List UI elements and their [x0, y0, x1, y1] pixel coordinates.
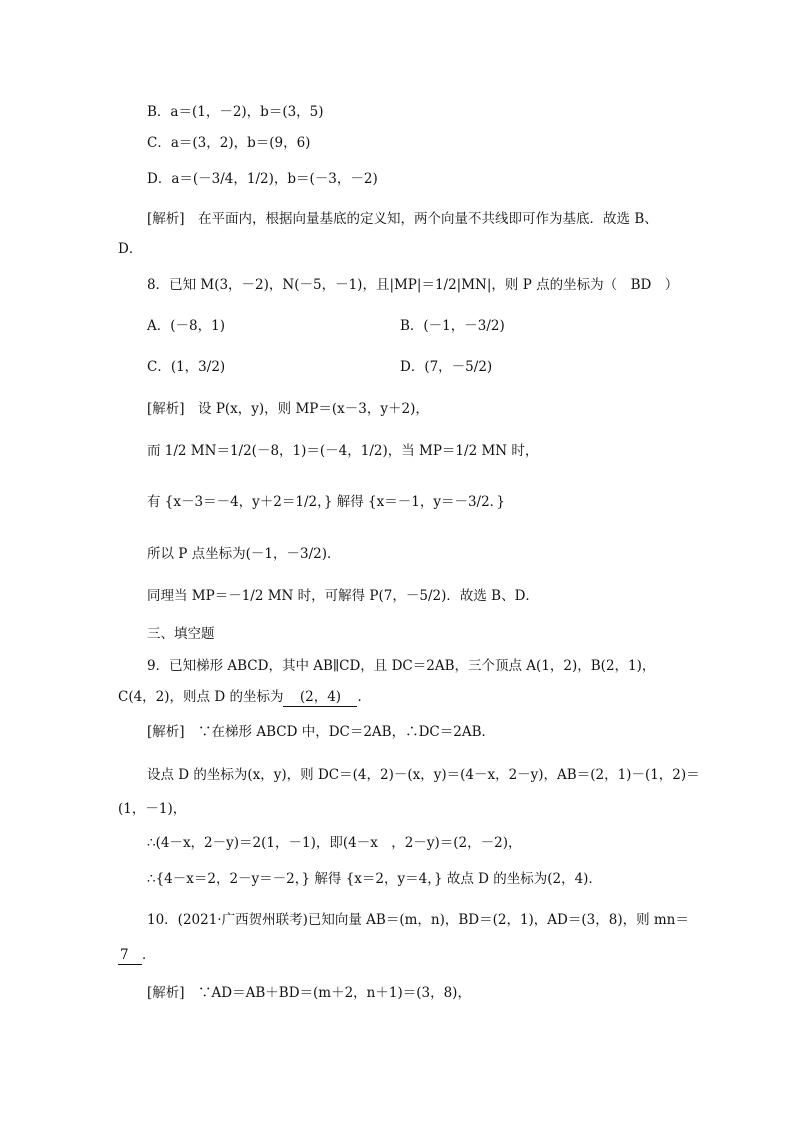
q8-option-a: A．(－8，1)	[147, 318, 225, 334]
q9-answer-blank: (2，4)	[283, 688, 357, 707]
analysis-8-line1: [解析] 设 P(x，y)，则 MP＝(x－3，y＋2)，	[147, 401, 429, 417]
analysis-9-line3: (1，－1)，	[118, 801, 187, 817]
option-b: B．a＝(1，－2)，b＝(3，5)	[147, 104, 324, 120]
q8-option-b: B．(－1，－3/2)	[400, 318, 505, 334]
question-10-line2	[118, 946, 156, 965]
analysis-7-line2: D．	[118, 241, 143, 257]
analysis-10-line1: [解析] ∵AD＝AB＋BD＝(m＋2，n＋1)＝(3，8)，	[147, 985, 471, 1001]
analysis-9-line2: 设点 D 的坐标为(x，y)，则 DC＝(4，2)－(x，y)＝(4－x，2－y)，AB＝(2，1)－(1，2)＝	[147, 767, 700, 783]
question-10-line1: 10．(2021·广西贺州联考)已知向量 AB＝(m，n)，BD＝(2，1)，AD＝(3，8)，则 mn＝	[147, 912, 689, 928]
question-8: 8．已知 M(3，－2)，N(－5，－1)，且|MP|＝1/2|MN|，则 P 点的坐标为（ BD ）	[147, 277, 679, 293]
analysis-8-line2: 而 1/2 MN＝1/2(－8，1)＝(－4，1/2)，当 MP＝1/2 MN 时，	[147, 443, 539, 459]
question-9-line1: 9．已知梯形 ABCD，其中 AB∥CD，且 DC＝2AB，三个顶点 A(1，2)，B(2，1)，	[147, 658, 656, 674]
q9-end: ．	[357, 689, 371, 705]
q9-text: C(4，2)，则点 D 的坐标为	[118, 689, 284, 705]
q8-option-c: C．(1，3/2)	[147, 359, 226, 375]
analysis-9-line5: ∴{4－x＝2，2－y＝－2，} 解得 {x＝2，y＝4，} 故点 D 的坐标为(2，4)．	[147, 871, 602, 887]
analysis-7-line1: [解析] 在平面内，根据向量基底的定义知，两个向量不共线即可作为基底．故选 B、	[147, 211, 658, 227]
question-9-line2	[118, 688, 371, 707]
q8-option-d: D．(7，－5/2)	[400, 359, 493, 375]
q10-end: ．	[142, 947, 156, 963]
analysis-8-line3: 有 {x－3＝－4，y＋2＝1/2，} 解得 {x＝－1，y＝－3/2．}	[147, 494, 506, 510]
q10-answer-blank: 7	[118, 946, 142, 965]
option-c: C．a＝(3，2)，b＝(9，6)	[147, 135, 311, 151]
analysis-8-line4: 所以 P 点坐标为(－1，－3/2)．	[147, 546, 341, 562]
section-heading: 三、填空题	[147, 626, 215, 642]
analysis-8-line5: 同理当 MP＝－1/2 MN 时，可解得 P(7，－5/2)．故选 B、D．	[147, 588, 539, 604]
option-d: D．a＝(－3/4，1/2)，b＝(－3，－2)	[147, 171, 378, 187]
analysis-9-line4: ∴(4－x，2－y)＝2(1，－1)，即(4－x ，2－y)＝(2，－2)，	[147, 835, 522, 851]
analysis-9-line1: [解析] ∵在梯形 ABCD 中，DC＝2AB，∴DC＝2AB．	[147, 724, 496, 740]
